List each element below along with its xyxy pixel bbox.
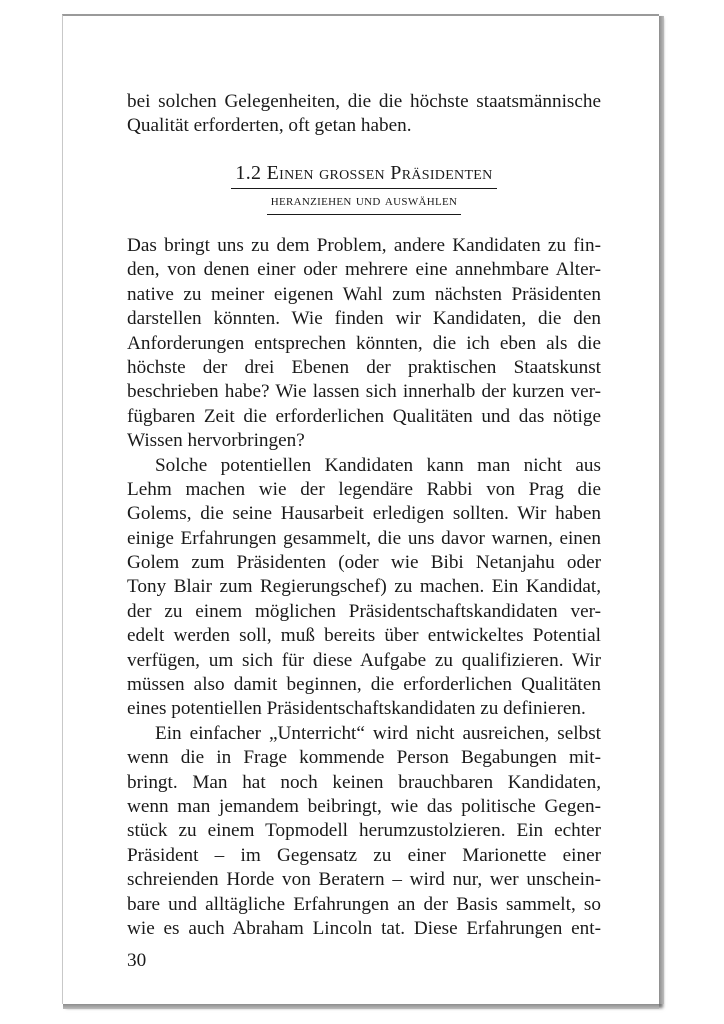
paragraph bbox=[127, 234, 601, 454]
text-line: beschrieben habe? Wie lassen sich innerhalb der kurzen ver- bbox=[127, 381, 601, 403]
text-line: Ein einfacher „Unterricht“ wird nicht ausreichen, selbst bbox=[155, 722, 601, 744]
text-line: bei solchen Gelegenheiten, die die höchste staatsmännische bbox=[127, 91, 601, 112]
text-line: Das bringt uns zu dem Problem, andere Kandidaten zu fin- bbox=[127, 235, 601, 256]
text-line: fügbaren Zeit die erforderlichen Qualitäten und das nötige bbox=[127, 405, 601, 427]
text-line: müssen also damit beginnen, die erforderlichen Qualitäten bbox=[127, 674, 601, 696]
text-line: edelt werden soll, muß bereits über entwickeltes Potential bbox=[127, 625, 601, 647]
text-line: bringt. Man hat noch keinen brauchbaren Kandidaten, bbox=[127, 771, 601, 793]
text-line: der zu einem möglichen Präsidentschaftskandidaten ver- bbox=[127, 600, 601, 622]
text-line: höchste der drei Ebenen der praktischen Staatskunst bbox=[127, 356, 601, 378]
text-line: Lehm machen wie der legendäre Rabbi von Prag die bbox=[127, 478, 601, 500]
section-heading-line-2 bbox=[127, 190, 601, 215]
text-line: Golem zum Präsidenten (oder wie Bibi Netanjahu oder bbox=[127, 552, 601, 574]
body-text bbox=[127, 234, 601, 941]
page-number: 30 bbox=[127, 950, 147, 971]
text-line: wie es auch Abraham Lincoln tat. Diese Erfahrungen ent- bbox=[127, 917, 601, 939]
section-heading-text: heranziehen und auswählen bbox=[267, 190, 462, 215]
text-line: wenn man jemandem beibringt, wie das politische Gegen- bbox=[127, 795, 601, 817]
text-line: native zu meiner eigenen Wahl zum nächsten Präsidenten bbox=[127, 283, 601, 305]
intro-text bbox=[127, 90, 601, 139]
text-line: verfügen, um sich für diese Aufgabe zu qualifizieren. Wir bbox=[127, 649, 601, 671]
section-heading-line-1 bbox=[127, 160, 601, 189]
book-page bbox=[62, 14, 659, 1004]
text-line: den, von denen einer oder mehrere eine annehmbare Alter- bbox=[127, 259, 601, 281]
text-line: eines potentiellen Präsidentschaftskandidaten zu definieren. bbox=[127, 698, 586, 720]
text-line: bare und alltägliche Erfahrungen an der Basis sammelt, so bbox=[127, 893, 601, 915]
text-line: Wissen hervorbringen? bbox=[127, 430, 305, 452]
text-line: Solche potentiellen Kandidaten kann man nicht aus bbox=[155, 454, 601, 476]
paragraph bbox=[127, 454, 601, 722]
section-heading-text: 1.2 Einen grossen Präsidenten bbox=[231, 160, 496, 189]
text-line: wenn die in Frage kommende Person Begabungen mit- bbox=[127, 747, 601, 769]
text-line: stück zu einem Topmodell herumzustolzieren. Ein echter bbox=[127, 820, 601, 842]
text-line: Präsident – im Gegensatz zu einer Marionette einer bbox=[127, 844, 601, 866]
text-line: einige Erfahrungen gesammelt, die uns davor warnen, einen bbox=[127, 527, 601, 549]
text-line: Qualität erforderten, oft getan haben. bbox=[127, 115, 412, 137]
text-line: Tony Blair zum Regierungschef) zu machen. Ein Kandidat, bbox=[127, 576, 601, 598]
text-line: schreienden Horde von Beratern – wird nur, wer unschein- bbox=[127, 869, 601, 891]
paragraph bbox=[127, 722, 601, 942]
text-line: Golems, die seine Hausarbeit erledigen sollten. Wir haben bbox=[127, 503, 601, 525]
text-line: Anforderungen entsprechen könnten, die ich eben als die bbox=[127, 332, 601, 354]
text-line: darstellen könnten. Wie finden wir Kandidaten, die den bbox=[127, 308, 601, 330]
